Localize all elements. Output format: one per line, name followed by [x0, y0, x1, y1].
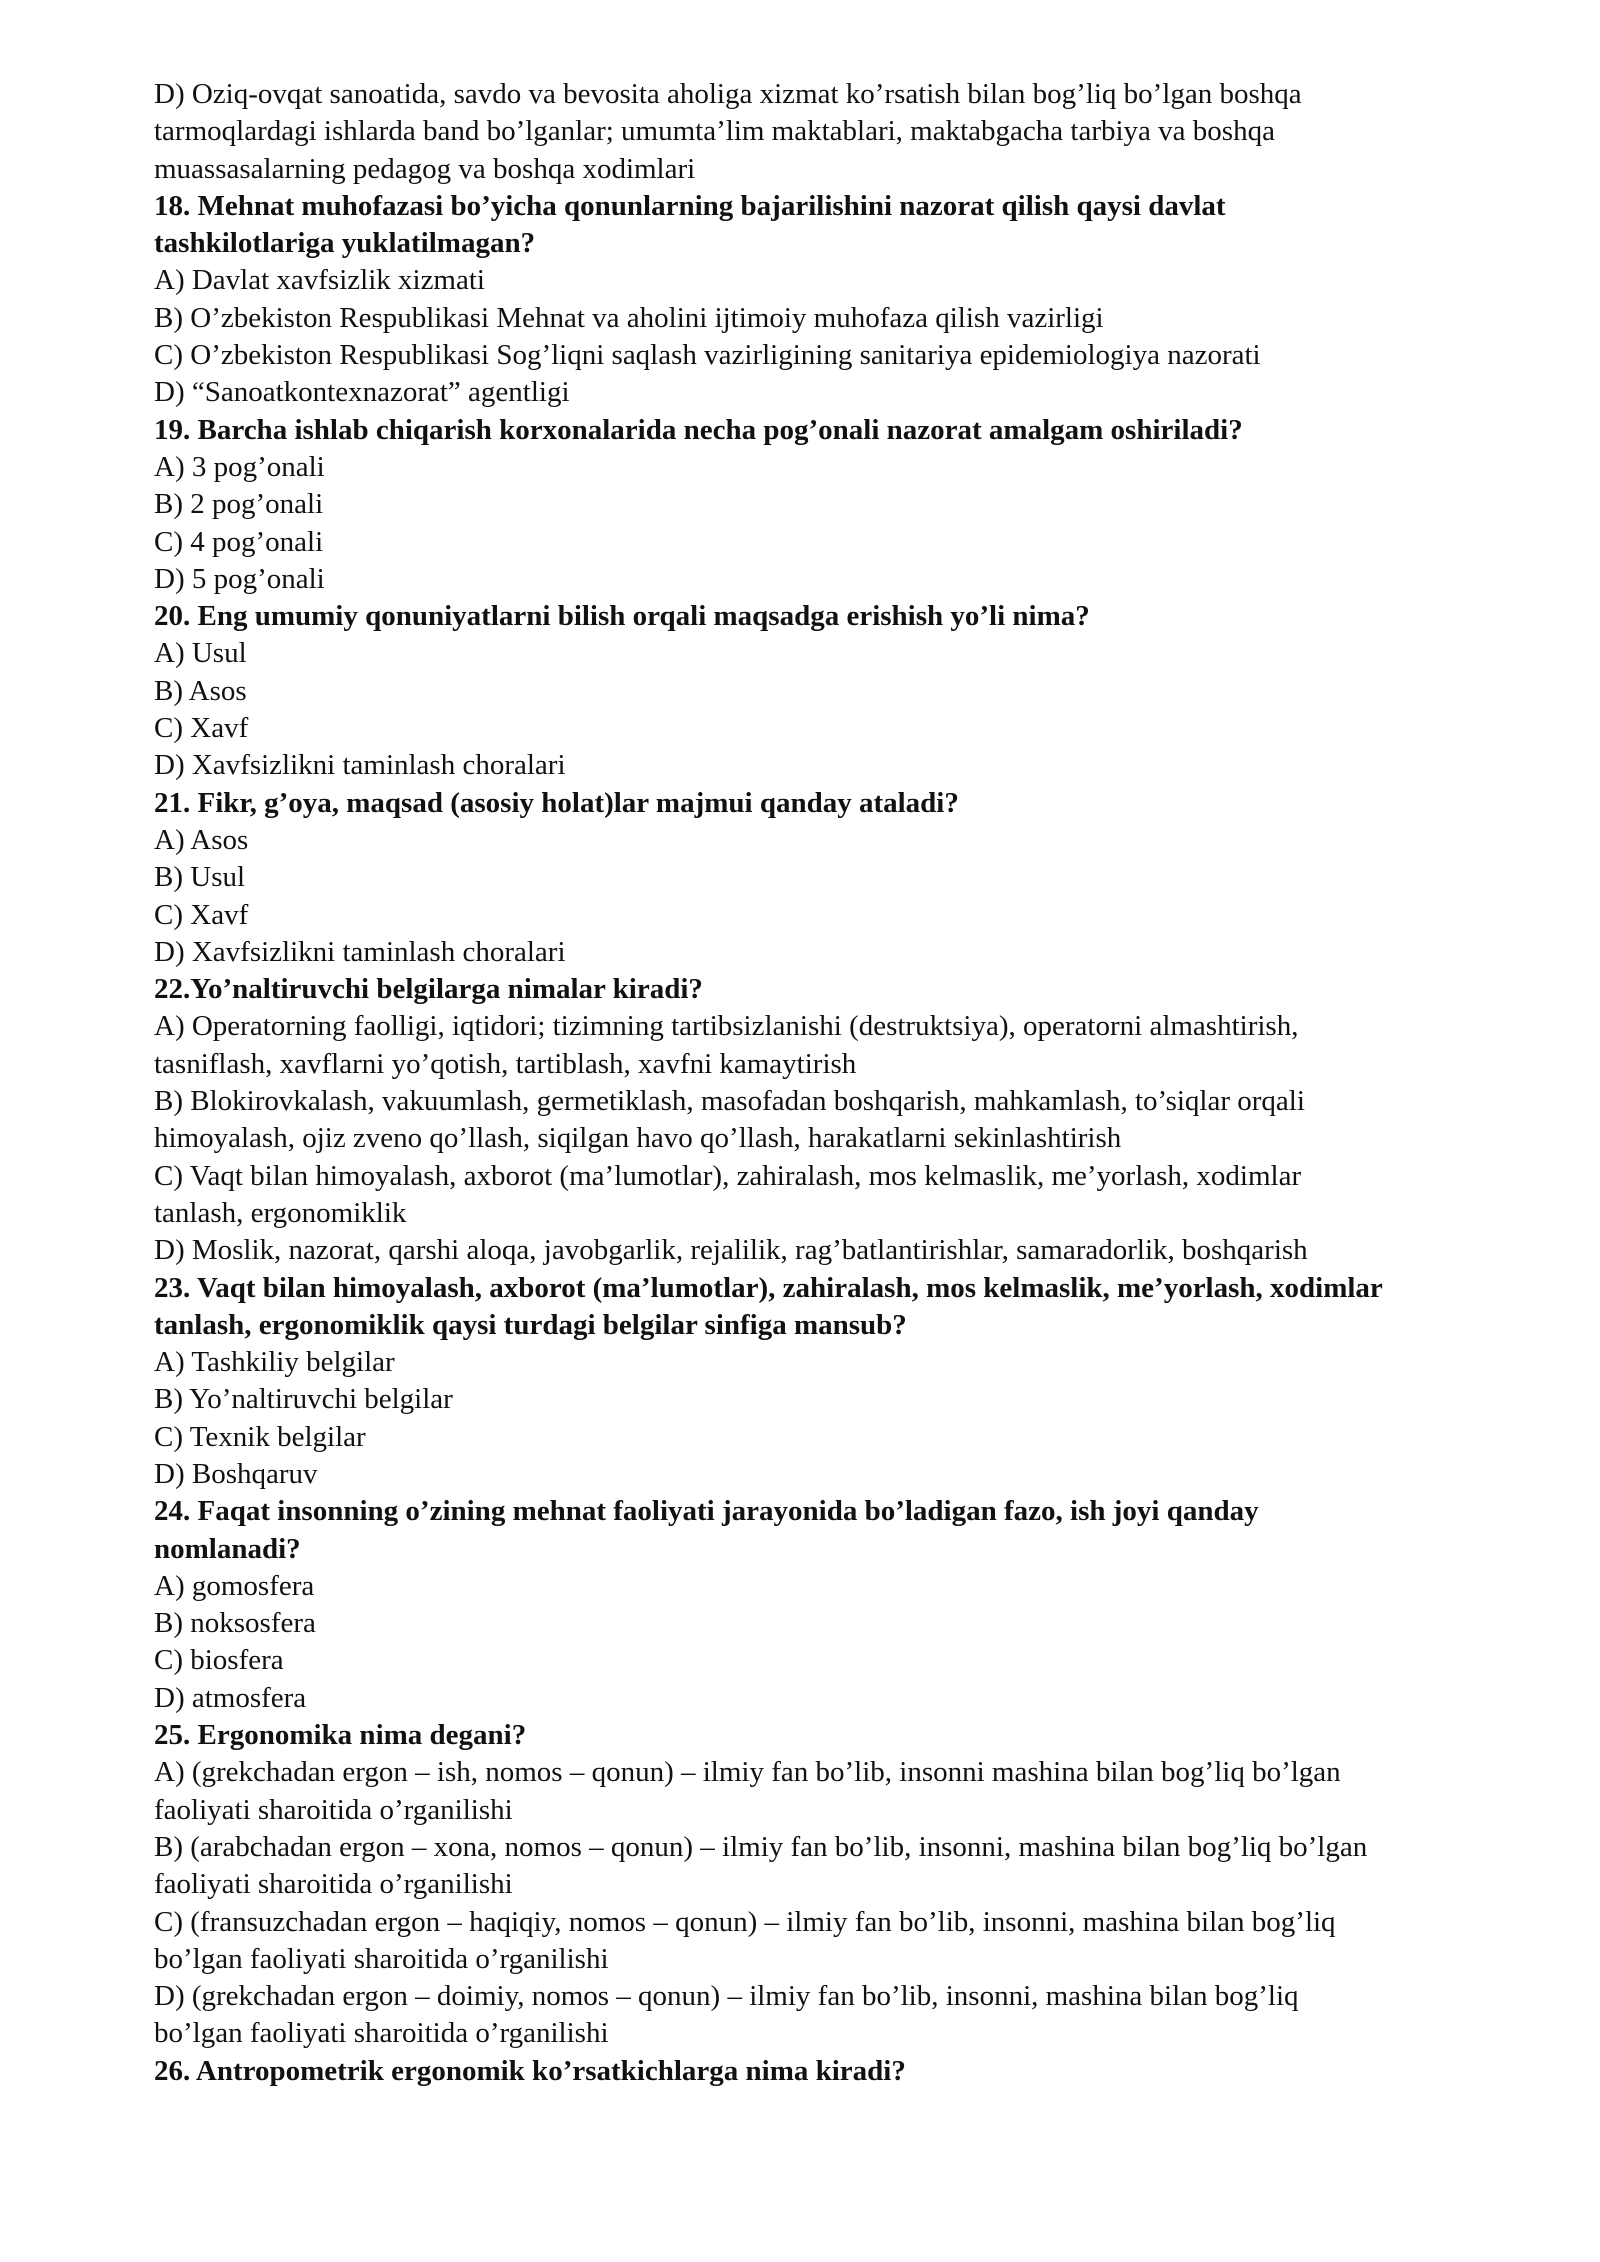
answer-option [154, 747, 1534, 784]
option-text-line: faoliyati sharoitida o’rganilishi [154, 1793, 513, 1826]
option-text-line: D) 5 pog’onali [154, 562, 325, 595]
question-block [154, 2053, 1534, 2090]
option-text-line: B) Blokirovkalash, vakuumlash, germetiklash, masofadan boshqarish, mahkamlash, to’siqlar orqali [154, 1085, 1305, 1118]
question-text-line: 22.Yo’naltiruvchi belgilarga nimalar kiradi? [154, 973, 703, 1006]
answer-option [154, 1978, 1534, 2053]
question-text [154, 188, 1534, 263]
option-text-line: D) atmosfera [154, 1681, 307, 1714]
answer-option [154, 1083, 1534, 1158]
option-text-line: B) Asos [154, 674, 247, 707]
question-block [154, 785, 1534, 971]
question-block [154, 412, 1534, 598]
option-text-line: B) 2 pog’onali [154, 488, 324, 521]
answer-option [154, 673, 1534, 710]
answer-option [154, 300, 1534, 337]
question-text-line: 26. Antropometrik ergonomik ko’rsatkichlarga nima kiradi? [154, 2054, 906, 2087]
option-text-line: muassasalarning pedagog va boshqa xodimlari [154, 152, 696, 185]
option-text-line: B) Usul [154, 861, 246, 894]
question-text [154, 598, 1534, 635]
option-text-line: tarmoqlardagi ishlarda band bo’lganlar; umumta’lim maktablari, maktabgacha tarbiya va boshqa [154, 115, 1275, 148]
question-block [154, 1717, 1534, 2053]
option-text-line: tasniflash, xavflarni yo’qotish, tartiblash, xavfni kamaytirish [154, 1047, 857, 1080]
question-text [154, 785, 1534, 822]
answer-option [154, 337, 1534, 374]
option-text-line: B) (arabchadan ergon – xona, nomos – qonun) – ilmiy fan bo’lib, insonni, mashina bilan bog’liq bo’lgan [154, 1830, 1368, 1863]
question-text-line: 21. Fikr, g’oya, maqsad (asosiy holat)lar majmui qanday ataladi? [154, 786, 959, 819]
answer-option [154, 1008, 1534, 1083]
question-text-line: nomlanadi? [154, 1532, 301, 1565]
question-text [154, 412, 1534, 449]
option-text-line: tanlash, ergonomiklik [154, 1196, 407, 1229]
option-text-line: B) noksosfera [154, 1607, 316, 1640]
answer-option [154, 1232, 1534, 1269]
option-text-line: himoyalash, ojiz zveno qo’llash, siqilgan havo qo’llash, harakatlarni sekinlashtirish [154, 1122, 1122, 1155]
question-text-line: 20. Eng umumiy qonuniyatlarni bilish orqali maqsadga erishish yo’li nima? [154, 600, 1090, 633]
option-text-line: D) Moslik, nazorat, qarshi aloqa, javobgarlik, rejalilik, rag’batlantirishlar, samaradorlik, boshqarish [154, 1234, 1308, 1267]
option-text-line: C) Xavf [154, 898, 249, 931]
question-block [154, 1493, 1534, 1717]
option-text-line: A) 3 pog’onali [154, 450, 325, 483]
answer-option [154, 1754, 1534, 1829]
question-text [154, 1270, 1534, 1345]
answer-option [154, 1381, 1534, 1418]
option-text-line: C) Texnik belgilar [154, 1420, 366, 1453]
answer-option [154, 262, 1534, 299]
document-page [154, 76, 1534, 2090]
answer-option [154, 76, 1534, 188]
question-text [154, 2053, 1534, 2090]
answer-option [154, 561, 1534, 598]
answer-option [154, 1456, 1534, 1493]
question-text-line: 18. Mehnat muhofazasi bo’yicha qonunlarning bajarilishini nazorat qilish qaysi davlat [154, 189, 1226, 222]
answer-option [154, 1829, 1534, 1904]
question-text-line: tashkilotlariga yuklatilmagan? [154, 227, 536, 260]
option-text-line: D) Boshqaruv [154, 1457, 318, 1490]
question-block [154, 598, 1534, 784]
option-text-line: A) Asos [154, 823, 249, 856]
answer-option [154, 374, 1534, 411]
answer-option [154, 1158, 1534, 1233]
answer-option [154, 859, 1534, 896]
option-text-line: A) Davlat xavfsizlik xizmati [154, 264, 485, 297]
answer-option [154, 1904, 1534, 1979]
option-text-line: C) 4 pog’onali [154, 525, 324, 558]
question-text-line: 24. Faqat insonning o’zining mehnat faoliyati jarayonida bo’ladigan fazo, ish joyi qanday [154, 1495, 1259, 1528]
option-text-line: D) Xavfsizlikni taminlash choralari [154, 935, 566, 968]
question-text-line: 23. Vaqt bilan himoyalash, axborot (ma’lumotlar), zahiralash, mos kelmaslik, me’yorlash, xodimlar [154, 1271, 1383, 1304]
question-text-line: 19. Barcha ishlab chiqarish korxonalarida necha pog’onali nazorat amalgam oshiriladi? [154, 413, 1243, 446]
question-text [154, 1717, 1534, 1754]
answer-option [154, 1344, 1534, 1381]
option-text-line: bo’lgan faoliyati sharoitida o’rganilishi [154, 2017, 609, 2050]
answer-option [154, 1680, 1534, 1717]
question-block [154, 1270, 1534, 1494]
answer-option [154, 822, 1534, 859]
option-text-line: D) (grekchadan ergon – doimiy, nomos – qonun) – ilmiy fan bo’lib, insonni, mashina bilan bog’liq [154, 1980, 1299, 2013]
answer-option [154, 1419, 1534, 1456]
option-text-line: A) gomosfera [154, 1569, 315, 1602]
answer-option [154, 524, 1534, 561]
answer-option [154, 710, 1534, 747]
option-text-line: A) (grekchadan ergon – ish, nomos – qonun) – ilmiy fan bo’lib, insonni mashina bilan bog’liq bo’lgan [154, 1756, 1341, 1789]
answer-option [154, 1642, 1534, 1679]
answer-option [154, 934, 1534, 971]
question-text-line: 25. Ergonomika nima degani? [154, 1719, 527, 1752]
answer-option [154, 635, 1534, 672]
option-text-line: bo’lgan faoliyati sharoitida o’rganilishi [154, 1942, 609, 1975]
option-text-line: A) Usul [154, 637, 247, 670]
option-text-line: faoliyati sharoitida o’rganilishi [154, 1868, 513, 1901]
answer-option [154, 1568, 1534, 1605]
option-text-line: D) Oziq-ovqat sanoatida, savdo va bevosita aholiga xizmat ko’rsatish bilan bog’liq bo’lgan boshqa [154, 78, 1302, 110]
question-text-line: tanlash, ergonomiklik qaysi turdagi belgilar sinfiga mansub? [154, 1308, 907, 1341]
answer-option [154, 1605, 1534, 1642]
option-text-line: A) Tashkiliy belgilar [154, 1346, 395, 1379]
question-block [154, 188, 1534, 412]
option-text-line: C) (fransuzchadan ergon – haqiqiy, nomos – qonun) – ilmiy fan bo’lib, insonni, mashina bilan bog’liq [154, 1905, 1336, 1938]
option-text-line: A) Operatorning faolligi, iqtidori; tizimning tartibsizlanishi (destruktsiya), operatorni almashtirish, [154, 1010, 1299, 1043]
question-text [154, 971, 1534, 1008]
option-text-line: C) biosfera [154, 1644, 284, 1677]
option-text-line: C) Vaqt bilan himoyalash, axborot (ma’lumotlar), zahiralash, mos kelmaslik, me’yorlash, xodimlar [154, 1159, 1302, 1192]
option-text-line: C) Xavf [154, 712, 249, 745]
answer-option [154, 449, 1534, 486]
option-text-line: B) O’zbekiston Respublikasi Mehnat va aholini ijtimoiy muhofaza qilish vazirligi [154, 301, 1104, 334]
option-text-line: C) O’zbekiston Respublikasi Sog’liqni saqlash vazirligining sanitariya epidemiologiya nazorati [154, 339, 1261, 372]
answer-option [154, 486, 1534, 523]
question-block [154, 971, 1534, 1269]
option-text-line: D) Xavfsizlikni taminlash choralari [154, 749, 566, 782]
option-text-line: D) “Sanoatkontexnazorat” agentligi [154, 376, 570, 409]
question-text [154, 1493, 1534, 1568]
option-text-line: B) Yo’naltiruvchi belgilar [154, 1383, 453, 1416]
answer-option [154, 897, 1534, 934]
